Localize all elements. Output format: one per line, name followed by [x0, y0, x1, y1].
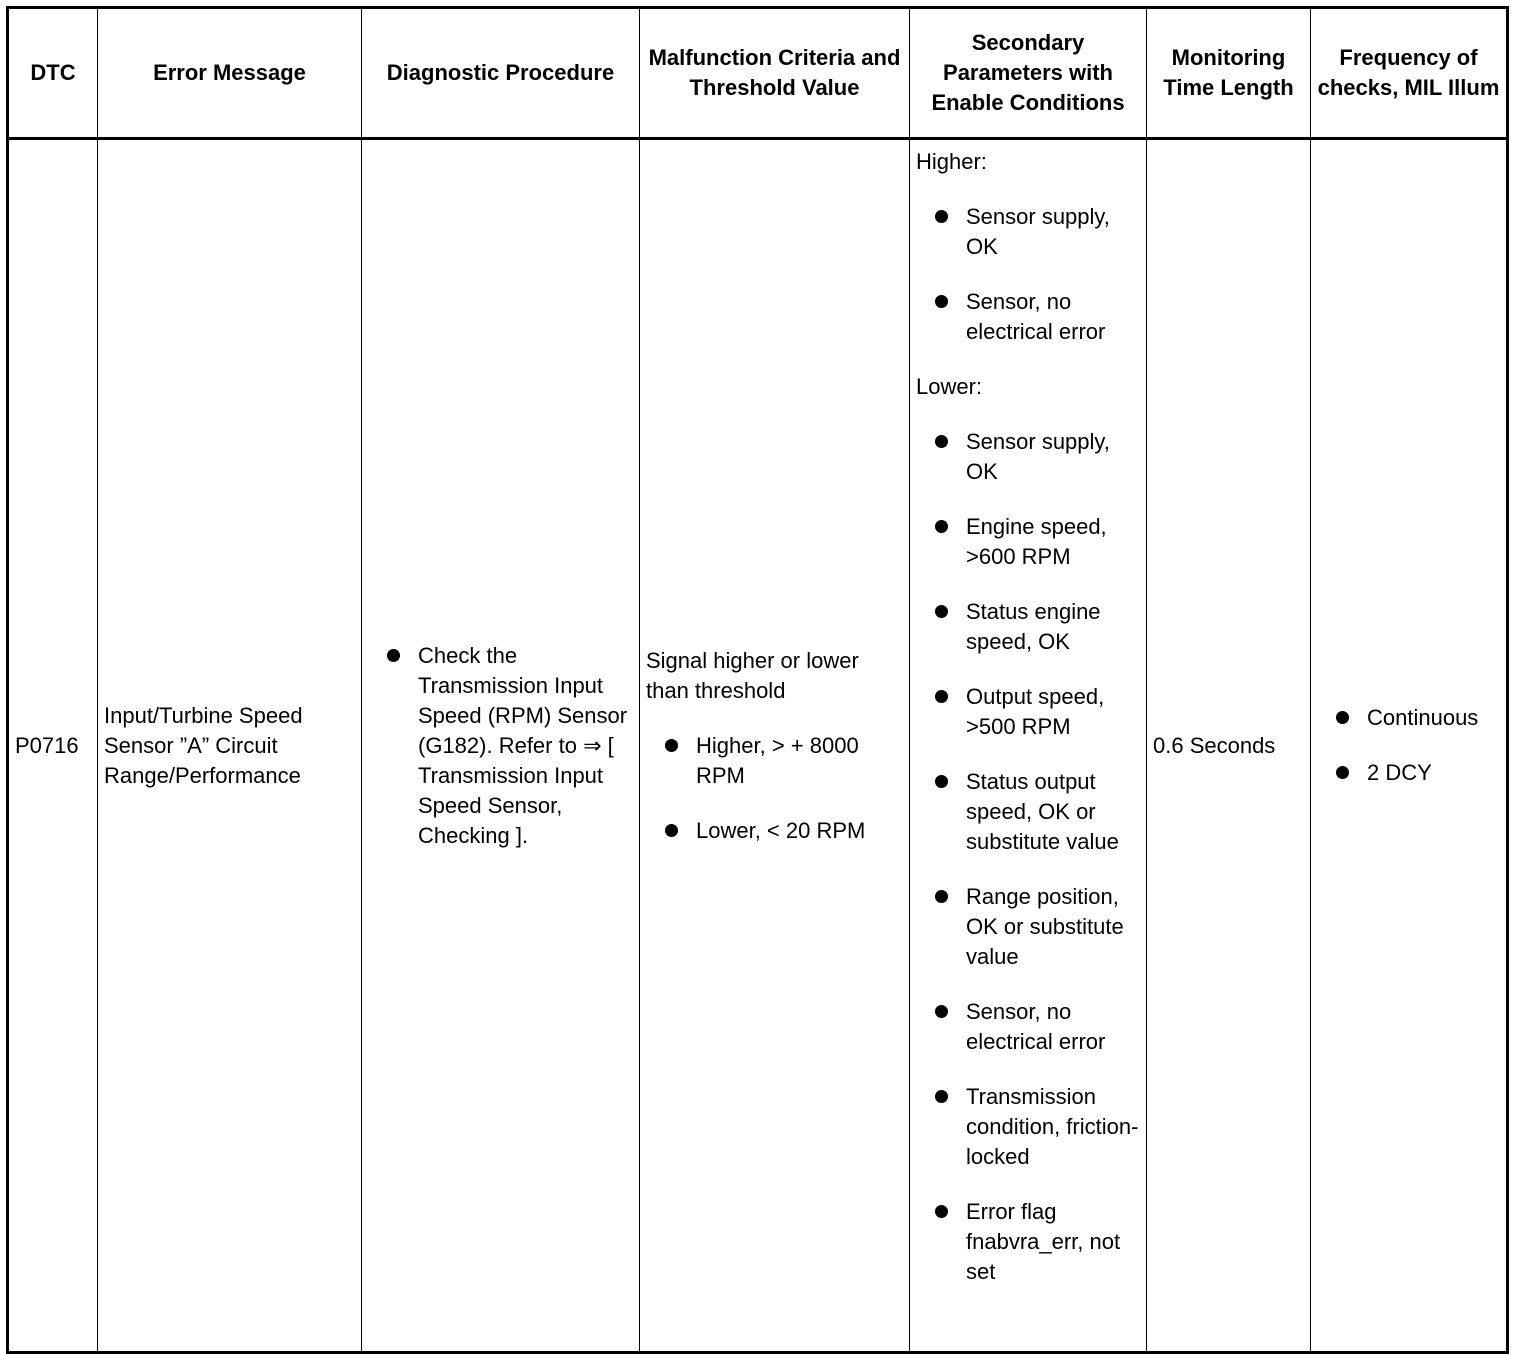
header-row	[8, 8, 1508, 139]
list-item: Sensor, no electrical error	[916, 287, 1140, 347]
lower-label: Lower:	[916, 374, 983, 399]
list-item: Range position, OK or substitute value	[916, 882, 1140, 972]
higher-list	[916, 202, 1140, 347]
list-item: Sensor supply, OK	[916, 202, 1140, 262]
diagnostic-procedure-list	[368, 641, 633, 851]
dtc-code: P0716	[8, 139, 98, 1353]
header-monitoring-time: Monitoring Time Length	[1147, 8, 1311, 139]
error-message-text: Input/Turbine Speed Sensor ”A” Circuit Range/Performance	[104, 702, 303, 788]
frequency-list	[1317, 703, 1500, 788]
dtc-table	[6, 6, 1509, 1354]
list-item: Error flag fnabvra_err, not set	[916, 1197, 1140, 1287]
malfunction-list	[646, 731, 903, 846]
diagnostic-procedure	[362, 139, 640, 1353]
header-dtc: DTC	[8, 8, 98, 139]
header-frequency: Frequency of checks, MIL Illum	[1311, 8, 1508, 139]
list-item: Transmission condition, friction-locked	[916, 1082, 1140, 1172]
list-item: Lower, < 20 RPM	[646, 816, 903, 846]
list-item: Status engine speed, OK	[916, 597, 1140, 657]
frequency	[1311, 139, 1508, 1353]
header-error-message: Error Message	[98, 8, 362, 139]
list-item: Higher, > + 8000 RPM	[646, 731, 903, 791]
list-item: Sensor, no electrical error	[916, 997, 1140, 1057]
list-item: Output speed, >500 RPM	[916, 682, 1140, 742]
list-item: Engine speed, >600 RPM	[916, 512, 1140, 572]
list-item: Check the Transmission Input Speed (RPM) Sensor (G182). Refer to ⇒ [ Transmission Input Speed Sensor, Checking ].	[368, 641, 633, 851]
header-diagnostic-procedure: Diagnostic Procedure	[362, 8, 640, 139]
list-item: Status output speed, OK or substitute value	[916, 767, 1140, 857]
list-item: Continuous	[1317, 703, 1500, 733]
error-message	[98, 139, 362, 1353]
higher-label: Higher:	[916, 149, 987, 174]
header-secondary-parameters: Secondary Parameters with Enable Conditions	[910, 8, 1147, 139]
table-header	[8, 8, 1508, 139]
secondary-parameters	[910, 139, 1147, 1353]
table-row	[8, 139, 1508, 1353]
lower-list	[916, 427, 1140, 1287]
list-item: 2 DCY	[1317, 758, 1500, 788]
list-item: Sensor supply, OK	[916, 427, 1140, 487]
header-malfunction-criteria: Malfunction Criteria and Threshold Value	[640, 8, 910, 139]
malfunction-criteria	[640, 139, 910, 1353]
malfunction-intro: Signal higher or lower than threshold	[646, 647, 859, 703]
monitoring-time: 0.6 Seconds	[1147, 139, 1311, 1353]
